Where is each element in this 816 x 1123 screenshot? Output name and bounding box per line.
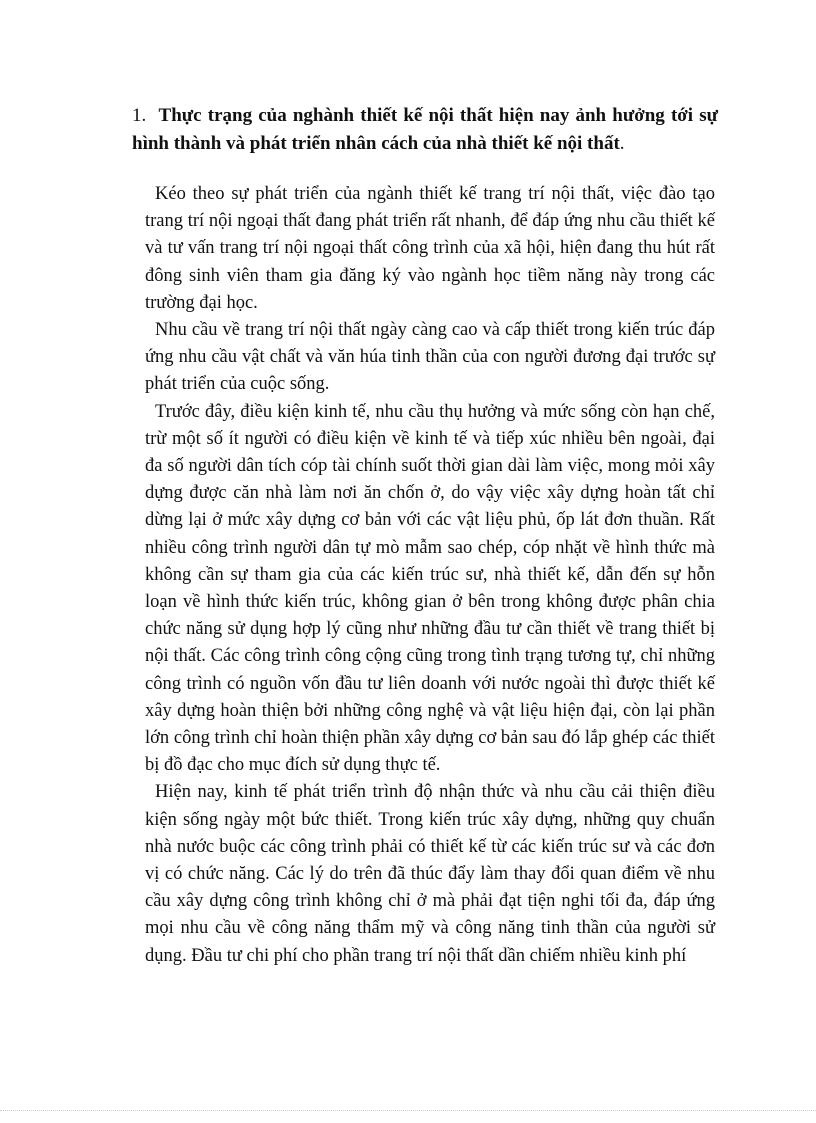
paragraph: Nhu cầu về trang trí nội thất ngày càng cao và cấp thiết trong kiến trúc đáp ứng nhu cầu vật chất và văn húa tinh thần của con người đương đại trước sự phát triển của cuộc sống. — [145, 320, 715, 395]
page-bottom-divider — [0, 1110, 816, 1111]
paragraph: Hiện nay, kinh tế phát triển trình độ nhận thức và nhu cầu cải thiện điều kiện sống ngày một bức thiết. Trong kiến trúc xây dựng, những quy chuẩn nhà nước buộc các công trình phải có thiết kế từ các kiến trúc sư và các đơn vị có chức năng. Các lý do trên đã thúc đẩy làm thay đổi quan điểm về nhu cầu xây dựng công trình không chỉ ở mà phải đạt tiện nghi tối đa, đáp ứng mọi nhu cầu về công năng thẩm mỹ và công năng tinh thần của người sử dụng. Đầu tư chi phí cho phần trang trí nội thất dần chiếm nhiều kinh phí — [145, 782, 715, 966]
paragraph: Trước đây, điều kiện kinh tế, nhu cầu thụ hưởng và mức sống còn hạn chế, trừ một số ít người có điều kiện về kinh tế và tiếp xúc nhiều bên ngoài, đại đa số người dân tích cóp tài chính suốt thời gian dài làm việc, mong mỏi xây dựng được căn nhà làm nơi ăn chốn ở, do vậy việc xây dựng hoàn tất chỉ dừng lại ở mức xây dựng cơ bản với các vật liệu phủ, ốp lát đơn thuần. Rất nhiều công trình người dân tự mò mẫm sao chép, cóp nhặt về hình thức mà không cần sự tham gia của các kiến trúc sư, nhà thiết kế, dẫn đến sự hỗn loạn về hình thức kiến trúc, không gian ở bên trong không được phân chia chức năng sử dụng hợp lý cũng như những đầu tư cần thiết về trang thiết bị nội thất. Các công trình công cộng cũng trong tình trạng tương tự, chỉ những công trình có nguồn vốn đầu tư liên doanh với nước ngoài thì được thiết kế xây dựng hoàn thiện bởi những công nghệ và vật liệu hiện đại, còn lại phần lớn công trình chỉ hoàn thiện phần xây dựng cơ bản sau đó lắp ghép các thiết bị đồ đạc cho mục đích sử dụng thực tế. — [145, 401, 715, 776]
section-title-period: . — [619, 133, 625, 154]
section-heading — [132, 102, 718, 158]
paragraph: Kéo theo sự phát triển của ngành thiết kế trang trí nội thất, việc đào tạo trang trí nội ngoại thất đang phát triển rất nhanh, để đáp ứng nhu cầu thiết kế và tư vấn trang trí nội ngoại thất công trình của xã hội, hiện đang thu hút rất đông sinh viên tham gia đăng ký vào ngành học tiềm năng này trong các trường đại học. — [145, 184, 715, 313]
body-text — [145, 181, 715, 970]
section-number: 1. — [132, 105, 147, 126]
section-title: Thực trạng của nghành thiết kế nội thất hiện nay ảnh hưởng tới sự hình thành và phát triển nhân cách của nhà thiết kế nội thất — [132, 105, 718, 154]
